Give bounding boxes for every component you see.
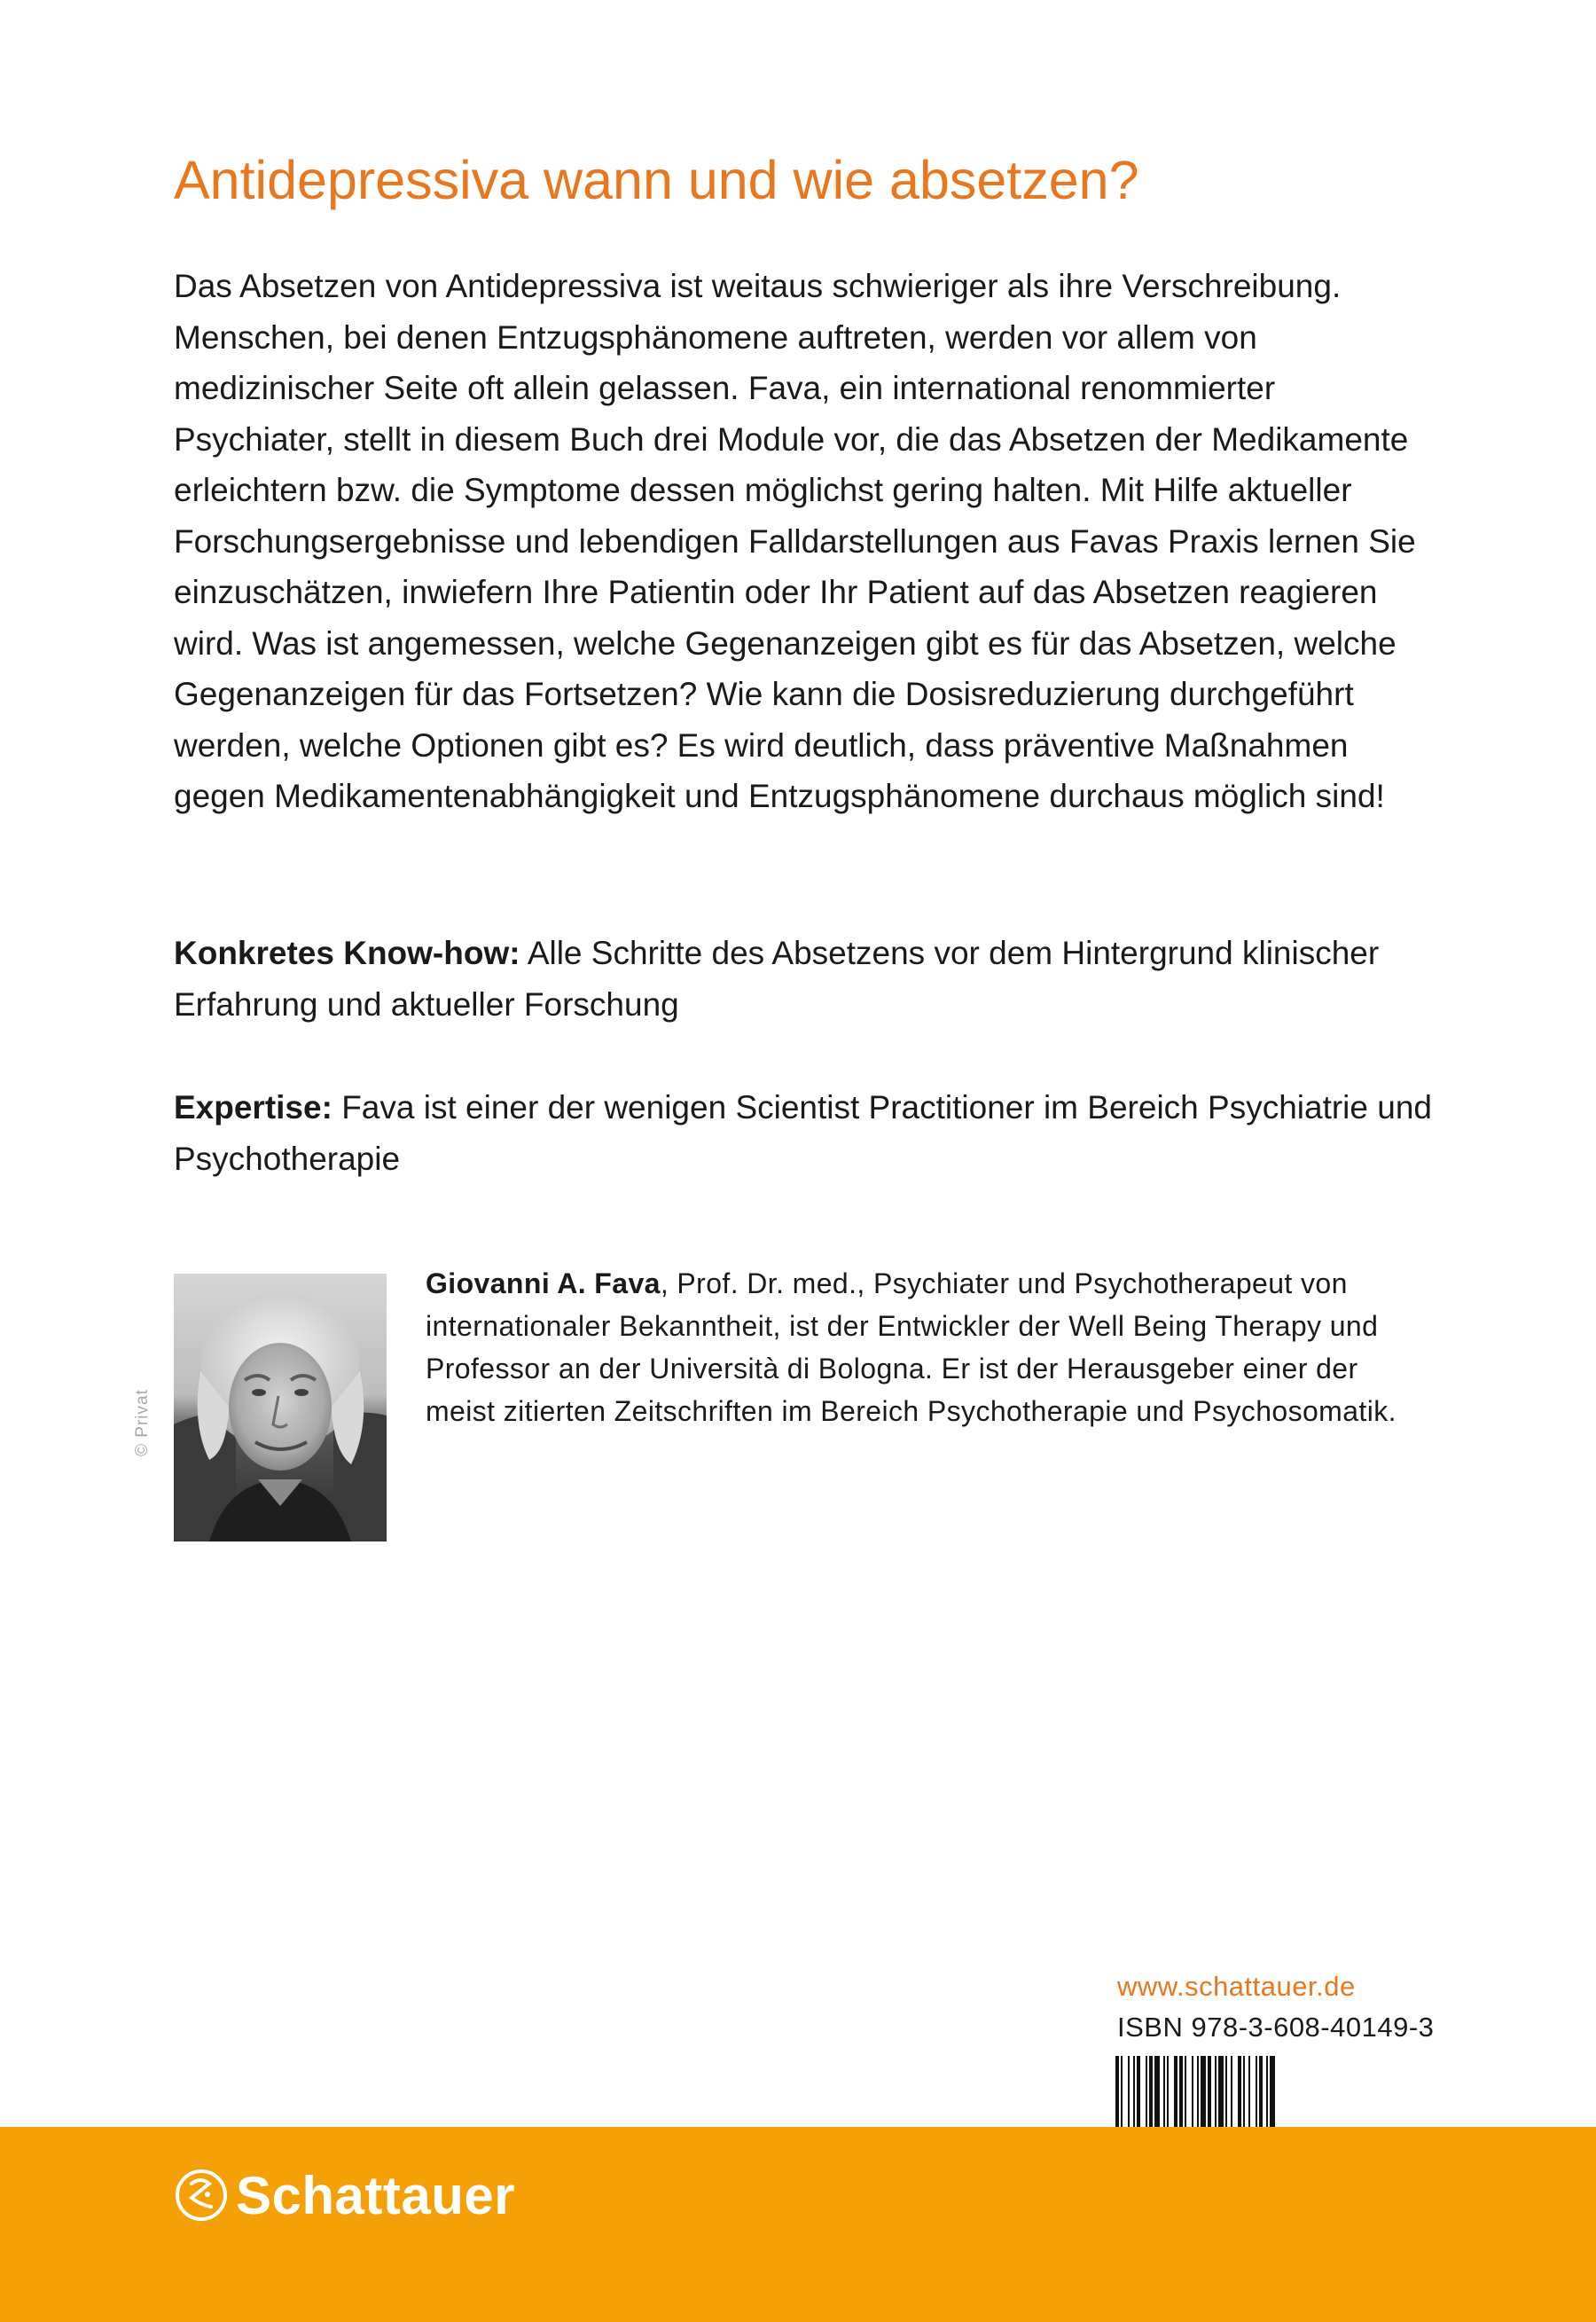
feature-know-how [174, 928, 1433, 1030]
page-title: Antidepressiva wann und wie absetzen? [174, 150, 1139, 210]
feature-text: Alle Schritte des Absetzens vor dem Hintergrund klinischer Erfahrung und aktueller Forschung [174, 935, 1380, 1023]
photo-credit: © Privat [133, 1389, 152, 1456]
barcode-icon [1115, 2056, 1419, 2129]
isbn-number: ISBN 978-3-608-40149-3 [1117, 2012, 1435, 2043]
author-portrait-icon [174, 1274, 387, 1541]
feature-expertise [174, 1082, 1433, 1184]
publisher-website: www.schattauer.de [1117, 1971, 1356, 2002]
author-bio [426, 1262, 1433, 1432]
author-bio-text: , Prof. Dr. med., Psychiater und Psychotherapeut von internationaler Bekanntheit, ist der Entwickler der Well Being Therapy und Professor an der Università di Bologna. Er ist der Herausgeber einer der meist zitierten Zeitschriften im Bereich Psychotherapie und Psychosomatik. [426, 1267, 1396, 1427]
feature-term: Expertise: [174, 1089, 332, 1126]
feature-term: Konkretes Know-how: [174, 935, 520, 971]
publisher-name: Schattauer [236, 2165, 516, 2225]
barcode [1115, 2056, 1419, 2129]
publisher-brand [174, 2155, 515, 2235]
author-name: Giovanni A. Fava [426, 1267, 661, 1299]
author-photo [174, 1274, 387, 1541]
schattauer-logo-icon [174, 2168, 229, 2223]
feature-text: Fava ist einer der wenigen Scientist Practitioner im Bereich Psychiatrie und Psychotherapie [174, 1089, 1432, 1177]
book-description: Das Absetzen von Antidepressiva ist weitaus schwieriger als ihre Verschreibung. Menschen, bei denen Entzugsphänomene auftreten, werden vor allem von medizinischer Seite oft allein gelassen. Fava, ein international renommierter Psychiater, stellt in diesem Buch drei Module vor, die das Absetzen der Medikamente erleichtern bzw. die Symptome dessen möglichst gering halten. Mit Hilfe aktueller Forschungsergebnisse und lebendigen Falldarstellungen aus Favas Praxis lernen Sie einzuschätzen, inwiefern Ihre Patientin oder Ihr Patient auf das Absetzen reagieren wird. Was ist angemessen, welche Gegenanzeigen gibt es für das Absetzen, welche Gegenanzeigen für das Fortsetzen? Wie kann die Dosisreduzierung durchgeführt werden, welche Optionen gibt es? Es wird deutlich, dass präventive Maßnahmen gegen Medikamentenabhängigkeit und Entzugsphänomene durchaus möglich sind! [174, 268, 1416, 814]
